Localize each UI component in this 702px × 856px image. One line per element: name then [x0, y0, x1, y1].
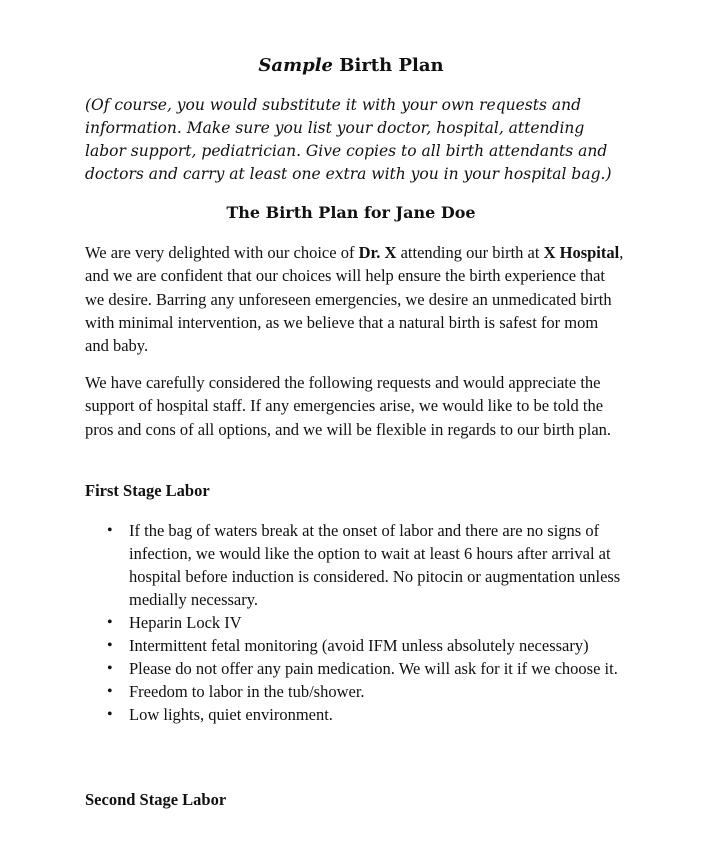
doctor-name: Dr. X: [358, 243, 397, 262]
first-stage-list: [107, 519, 627, 726]
bullet-icon: •: [107, 614, 113, 631]
intro-note: (Of course, you would substitute it with your own requests and information. Make sure you list your doctor, hospital, attending labor support, pediatrician. Give copies to all birth attendants and doctors and carry at least one extra with you in your hospital bag.): [85, 96, 612, 183]
title-italic-word: Sample: [258, 55, 333, 76]
list-item-text: Intermittent fetal monitoring (avoid IFM unless absolutely necessary): [129, 636, 589, 655]
bullet-icon: •: [107, 637, 113, 654]
hospital-name: X Hospital: [543, 243, 620, 262]
bullet-icon: •: [107, 522, 113, 539]
title-rest: Birth Plan: [333, 55, 444, 76]
intro-paragraph: [85, 241, 625, 357]
document-title: [0, 54, 702, 78]
para1-text-3: , and we are confident that our choices will help ensure the birth experience that we desire. Barring any unforeseen emergencies, we desire an unmedicated birth with minimal intervention, as we believe that a natural birth is safest for mom and baby.: [85, 243, 624, 356]
list-item: [107, 611, 627, 634]
para1-text-1: We are very delighted with our choice of: [85, 243, 359, 262]
list-item: [107, 703, 627, 726]
considerations-paragraph: We have carefully considered the following requests and would appreciate the support of hospital staff. If any emergencies arise, we would like to be told the pros and cons of all options, and we will be flexible in regards to our birth plan.: [85, 373, 612, 439]
list-item-text: Heparin Lock IV: [129, 613, 242, 632]
list-item-text: Please do not offer any pain medication. We will ask for it if we choose it.: [129, 659, 618, 678]
bullet-icon: •: [107, 683, 113, 700]
bullet-icon: •: [107, 706, 113, 723]
bullet-icon: •: [107, 660, 113, 677]
list-item-text: If the bag of waters break at the onset of labor and there are no signs of infection, we would like the option to wait at least 6 hours after arrival at hospital before induction is considered. No pitocin or augmentation unless medially necessary.: [129, 521, 621, 609]
second-stage-heading: Second Stage Labor: [85, 790, 227, 809]
list-item: [107, 634, 627, 657]
first-stage-heading: First Stage Labor: [85, 481, 210, 500]
list-item: [107, 519, 627, 611]
plan-subtitle: The Birth Plan for Jane Doe: [226, 203, 476, 222]
list-item-text: Low lights, quiet environment.: [129, 705, 333, 724]
list-item-text: Freedom to labor in the tub/shower.: [129, 682, 365, 701]
list-item: [107, 657, 627, 680]
para1-text-2: attending our birth at: [396, 243, 544, 262]
list-item: [107, 680, 627, 703]
